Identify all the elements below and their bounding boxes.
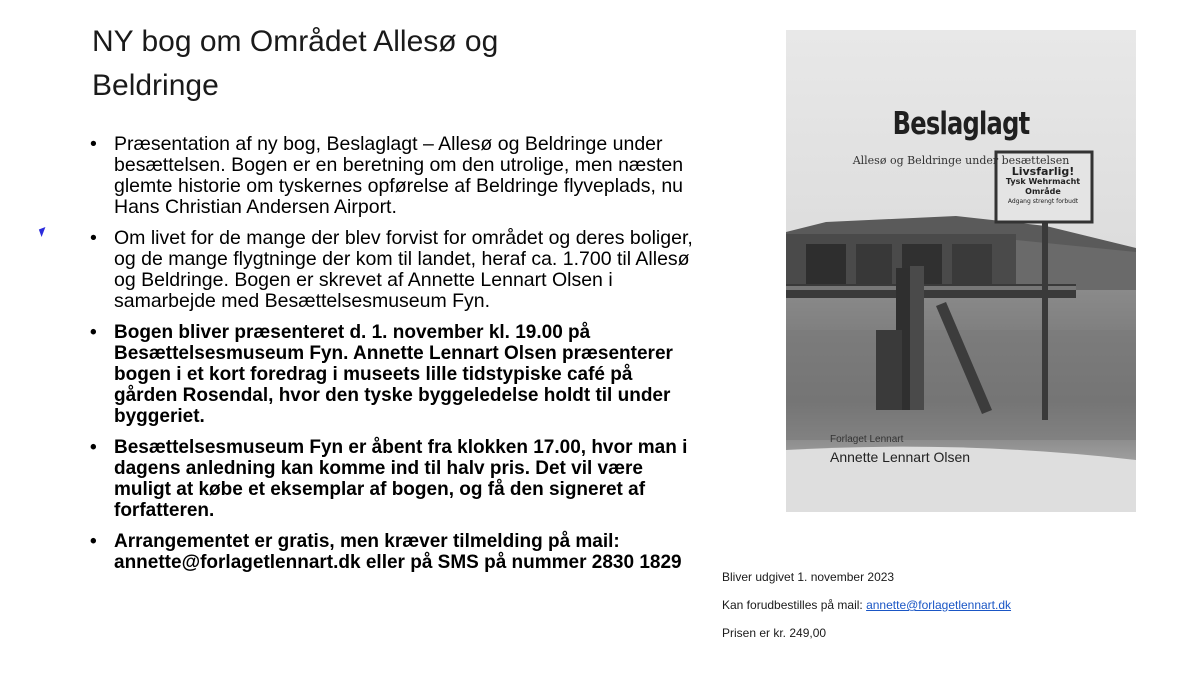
bullet-text: Præsentation af ny bog, Beslaglagt – Allesø og Beldringe under besættelsen. Bogen er en beretning om den utrolige, men næsten glemte historie om tyskernes opførelse af Beldringe flyveplads, nu Hans Christian Andersen Airport. bbox=[114, 133, 684, 218]
sign-line: Tysk Wehrmacht bbox=[1005, 177, 1081, 186]
cover-author: Annette Lennart Olsen bbox=[830, 449, 971, 465]
sign-line: Adgang strengt forbudt bbox=[1007, 198, 1079, 205]
bullet-text: Bogen bliver præsenteret d. 1. november kl. 19.00 på Besættelsesmuseum Fyn. Annette Lennart Olsen præsenterer bogen i et kort foredrag i museets lille tidstypiske café på gården Rosendal, hvor den tyske byggeledelse holdt til under byggeriet. bbox=[114, 322, 673, 427]
bullet-icon: • bbox=[90, 133, 97, 155]
release-date-text: Bliver udgivet 1. november 2023 bbox=[722, 570, 895, 584]
bullet-icon: • bbox=[90, 531, 97, 552]
preorder-line bbox=[722, 598, 1172, 612]
preorder-email-link[interactable]: annette@forlagetlennart.dk bbox=[866, 598, 1012, 612]
bullet-icon: • bbox=[90, 227, 97, 249]
book-cover-image bbox=[786, 30, 1136, 512]
book-info bbox=[722, 570, 1172, 654]
sign-line: Livsfarlig! bbox=[1011, 165, 1075, 178]
bullet-text: Besættelsesmuseum Fyn er åbent fra klokken 17.00, hvor man i dagens anledning kan komme ind til halv pris. Det vil være muligt at købe et eksemplar af bogen, og få den signeret af forfatteren. bbox=[114, 437, 688, 521]
cover-subtitle: Allesø og Beldringe under besættelsen bbox=[852, 154, 1070, 167]
bullet-list bbox=[90, 134, 700, 583]
bullet-icon: • bbox=[90, 322, 97, 343]
mouse-cursor-icon bbox=[39, 227, 48, 237]
cover-publisher: Forlaget Lennart bbox=[830, 434, 904, 445]
bullet-item bbox=[90, 322, 700, 427]
cover-title: Beslaglagt bbox=[892, 106, 1030, 142]
cover-warning-sign bbox=[1004, 166, 1082, 206]
bullet-text: Arrangementet er gratis, men kræver tilmelding på mail: annette@forlagetlennart.dk eller på SMS på nummer 2830 1829 bbox=[114, 531, 682, 573]
preorder-label: Kan forudbestilles på mail: bbox=[722, 598, 867, 612]
bullet-text: Om livet for de mange der blev forvist for området og deres boliger, og de mange flygtninge der kom til landet, heraf ca. 1.700 til Allesø og Beldringe. Bogen er skrevet af Annette Lennart Olsen i samarbejde med Besættelsesmuseum Fyn. bbox=[114, 227, 693, 312]
bullet-item bbox=[90, 437, 700, 521]
bullet-item bbox=[90, 134, 700, 218]
price-text: Prisen er kr. 249,00 bbox=[722, 626, 827, 640]
bullet-icon: • bbox=[90, 437, 97, 458]
bullet-item bbox=[90, 531, 700, 573]
sign-line: Område bbox=[1025, 187, 1061, 196]
slide-title: NY bog om Området Allesø og Beldringe bbox=[92, 25, 499, 102]
bullet-item bbox=[90, 228, 700, 312]
